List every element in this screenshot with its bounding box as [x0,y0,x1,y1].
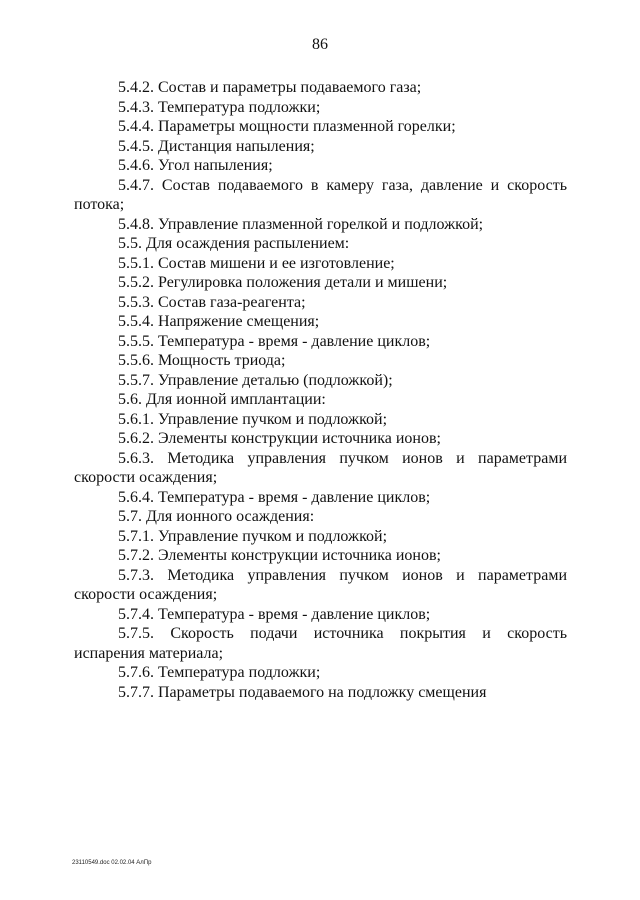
list-item: 5.5.7. Управление деталью (подложкой); [118,371,393,389]
list-item: 5.4.8. Управление плазменной горелкой и подложкой; [118,215,484,233]
section-heading: 5.7. Для ионного осаждения: [118,508,315,525]
list-item: 5.4.7. Состав подаваемого в камеру газа, давление и скорость потока; [74,176,567,213]
list-item: 5.7.4. Температура - время - давление циклов; [118,605,431,623]
page-number: 86 [312,36,328,53]
list-item: 5.5.2. Регулировка положения детали и мишени; [118,274,448,291]
list-item: 5.4.4. Параметры мощности плазменной горелки; [118,118,456,135]
section-heading: 5.6. Для ионной имплантации: [118,391,326,408]
list-item: 5.6.1. Управление пучком и подложкой; [118,410,388,428]
document-body [74,78,567,702]
list-item: 5.4.3. Температура подложки; [118,98,321,116]
list-item: 5.4.6. Угол напыления; [118,157,273,174]
footer-file-reference: 23110549.doc 02.02.04 АлПр [72,860,152,866]
list-item: 5.5.1. Состав мишени и ее изготовление; [118,254,395,272]
list-item: 5.5.5. Температура - время - давление циклов; [118,332,431,350]
list-item: 5.7.5. Скорость подачи источника покрытия и скорость испарения материала; [74,625,567,662]
list-item: 5.7.2. Элементы конструкции источника ионов; [118,547,441,564]
list-item: 5.7.7. Параметры подаваемого на подложку смещения [118,683,487,701]
list-item: 5.7.3. Методика управления пучком ионов и параметрами скорости осаждения; [74,566,567,603]
list-item: 5.4.2. Состав и параметры подаваемого газа; [118,79,422,96]
list-item: 5.6.4. Температура - время - давление циклов; [118,488,431,506]
list-item: 5.6.2. Элементы конструкции источника ионов; [118,430,441,447]
list-item: 5.4.5. Дистанция напыления; [118,137,315,155]
list-item: 5.6.3. Методика управления пучком ионов и параметрами скорости осаждения; [74,449,567,486]
list-item: 5.5.6. Мощность триода; [118,352,286,369]
list-item: 5.5.3. Состав газа-реагента; [118,293,306,311]
list-item: 5.5.4. Напряжение смещения; [118,313,320,330]
list-item: 5.7.6. Температура подложки; [118,664,321,681]
section-heading: 5.5. Для осаждения распылением: [118,235,350,252]
list-item: 5.7.1. Управление пучком и подложкой; [118,527,388,545]
